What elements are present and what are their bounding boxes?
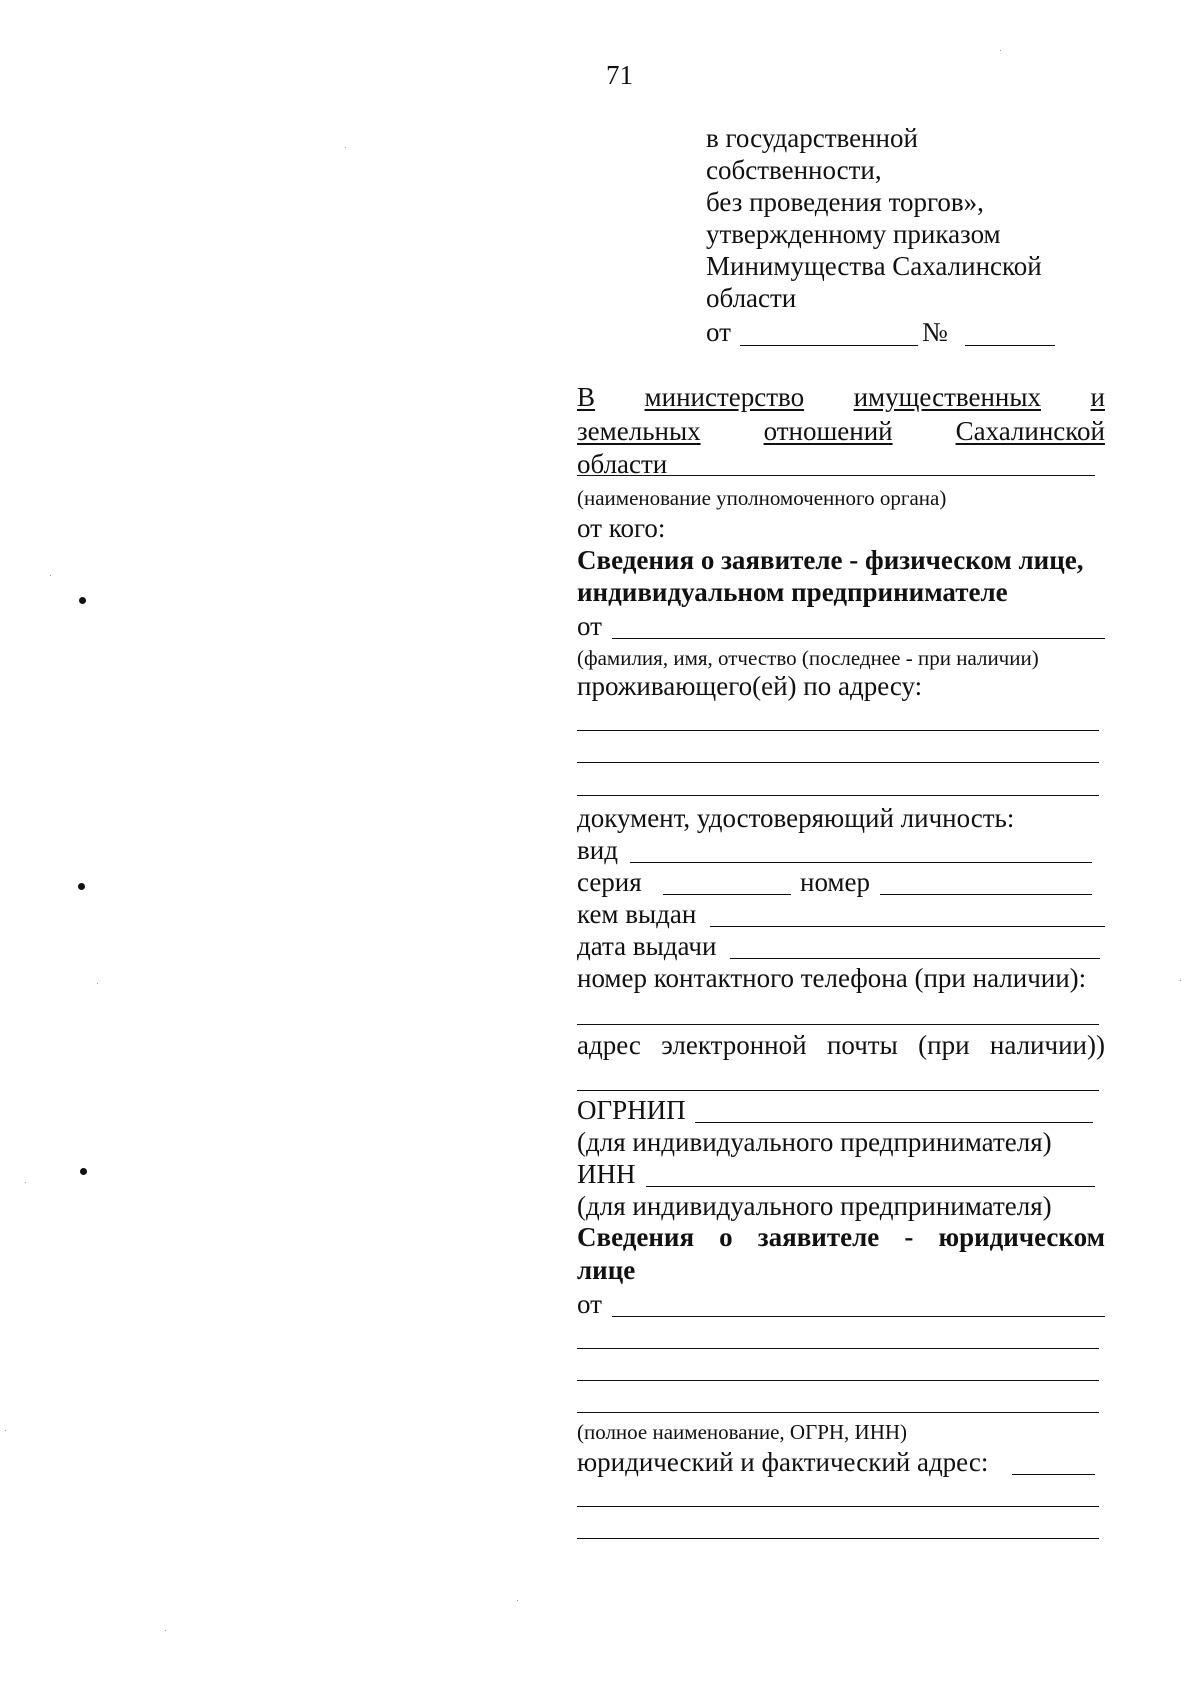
order-date-label: от bbox=[706, 317, 731, 347]
issue-date-field[interactable] bbox=[730, 958, 1100, 959]
header-line: утвержденному приказом bbox=[706, 219, 1001, 249]
word: о bbox=[719, 1222, 733, 1252]
word: заявителе bbox=[757, 1222, 880, 1252]
residence-address-label: проживающего(ей) по адресу: bbox=[577, 671, 923, 701]
page-number: 71 bbox=[606, 60, 633, 90]
scan-speck bbox=[97, 983, 98, 984]
word: В bbox=[577, 382, 596, 412]
scan-speck bbox=[517, 1600, 518, 1601]
word: наличии)) bbox=[989, 1030, 1105, 1060]
header-line: Минимущества Сахалинской bbox=[706, 251, 1042, 281]
inn-label: ИНН bbox=[577, 1159, 636, 1189]
legal-address-field-3[interactable] bbox=[577, 1538, 1099, 1539]
scan-speck bbox=[1180, 980, 1181, 981]
word: (при bbox=[918, 1030, 970, 1060]
doc-number-field[interactable] bbox=[880, 894, 1092, 895]
header-line: собственности, bbox=[706, 155, 882, 185]
legal-caption: (полное наименование, ОГРН, ИНН) bbox=[577, 1420, 908, 1444]
word: Сведения bbox=[577, 1222, 695, 1252]
doc-type-field[interactable] bbox=[630, 862, 1092, 863]
legal-heading bbox=[577, 1222, 1105, 1253]
legal-address-field-1[interactable] bbox=[1012, 1474, 1095, 1475]
word: почты bbox=[826, 1030, 898, 1060]
legal-from-label: от bbox=[577, 1289, 602, 1319]
phone-label: номер контактного телефона (при наличии): bbox=[577, 963, 1087, 993]
addressee-caption: (наименование уполномоченного органа) bbox=[577, 486, 947, 510]
issued-by-label: кем выдан bbox=[577, 899, 697, 929]
word: имущественных bbox=[853, 382, 1041, 412]
inn-caption: (для индивидуального предпринимателя) bbox=[577, 1191, 1052, 1221]
word: и bbox=[1090, 382, 1105, 412]
scan-speck bbox=[5, 1430, 6, 1431]
punch-mark bbox=[79, 597, 86, 604]
individual-heading-2: индивидуальном предпринимателе bbox=[577, 577, 1008, 607]
from-whom-label: от кого: bbox=[577, 513, 666, 543]
address-field-2[interactable] bbox=[577, 762, 1099, 763]
scan-speck bbox=[1000, 50, 1001, 51]
header-line: области bbox=[706, 283, 797, 313]
legal-address-label: юридический и фактический адрес: bbox=[577, 1447, 989, 1477]
word: земельных bbox=[577, 416, 701, 446]
punch-mark bbox=[78, 883, 85, 890]
legal-name-field-4[interactable] bbox=[577, 1412, 1099, 1413]
ogrnip-label: ОГРНИП bbox=[577, 1095, 686, 1125]
legal-name-field-1[interactable] bbox=[612, 1316, 1105, 1317]
legal-heading-2: лице bbox=[577, 1255, 636, 1285]
issue-date-label: дата выдачи bbox=[577, 931, 717, 961]
order-number-field[interactable] bbox=[965, 345, 1055, 346]
addressee-line-2 bbox=[577, 416, 1105, 447]
header-line: в государственной bbox=[706, 123, 918, 153]
legal-name-field-2[interactable] bbox=[577, 1348, 1099, 1349]
address-field-3[interactable] bbox=[577, 795, 1099, 796]
scan-speck bbox=[50, 575, 51, 576]
doc-number-label: номер bbox=[800, 867, 871, 897]
email-label bbox=[577, 1030, 1105, 1061]
email-field[interactable] bbox=[577, 1090, 1099, 1091]
order-number-label: № bbox=[922, 317, 948, 347]
scan-speck bbox=[25, 1182, 26, 1183]
fio-caption: (фамилия, имя, отчество (последнее - при наличии) bbox=[577, 646, 1039, 670]
word: министерство bbox=[644, 382, 805, 412]
individual-fio-field[interactable] bbox=[612, 638, 1105, 639]
scan-speck bbox=[165, 1630, 166, 1631]
order-date-field[interactable] bbox=[740, 345, 918, 346]
doc-series-field[interactable] bbox=[663, 894, 791, 895]
ogrnip-caption: (для индивидуального предпринимателя) bbox=[577, 1127, 1052, 1157]
word: - bbox=[904, 1222, 914, 1252]
word: электронной bbox=[661, 1030, 807, 1060]
word: юридическом bbox=[938, 1222, 1105, 1252]
addressee-line-3: области bbox=[577, 449, 668, 479]
issued-by-field[interactable] bbox=[710, 926, 1105, 927]
word: Сахалинской bbox=[955, 416, 1105, 446]
individual-from-label: от bbox=[577, 611, 602, 641]
addressee-line-1 bbox=[577, 382, 1105, 413]
header-line: без проведения торгов», bbox=[706, 187, 984, 217]
legal-address-field-2[interactable] bbox=[577, 1506, 1099, 1507]
word: отношений bbox=[763, 416, 893, 446]
word: адрес bbox=[577, 1030, 641, 1060]
phone-field[interactable] bbox=[577, 1024, 1099, 1025]
id-document-label: документ, удостоверяющий личность: bbox=[577, 803, 1015, 833]
individual-heading: Сведения о заявителе - физическом лице, bbox=[577, 545, 1084, 575]
legal-name-field-3[interactable] bbox=[577, 1380, 1099, 1381]
doc-series-label: серия bbox=[577, 867, 642, 897]
address-field-1[interactable] bbox=[577, 730, 1099, 731]
punch-mark bbox=[80, 1168, 87, 1175]
ogrnip-field[interactable] bbox=[695, 1122, 1093, 1123]
inn-field[interactable] bbox=[646, 1186, 1095, 1187]
addressee-underline[interactable] bbox=[577, 475, 1095, 476]
doc-type-label: вид bbox=[577, 835, 618, 865]
scan-speck bbox=[345, 147, 346, 148]
